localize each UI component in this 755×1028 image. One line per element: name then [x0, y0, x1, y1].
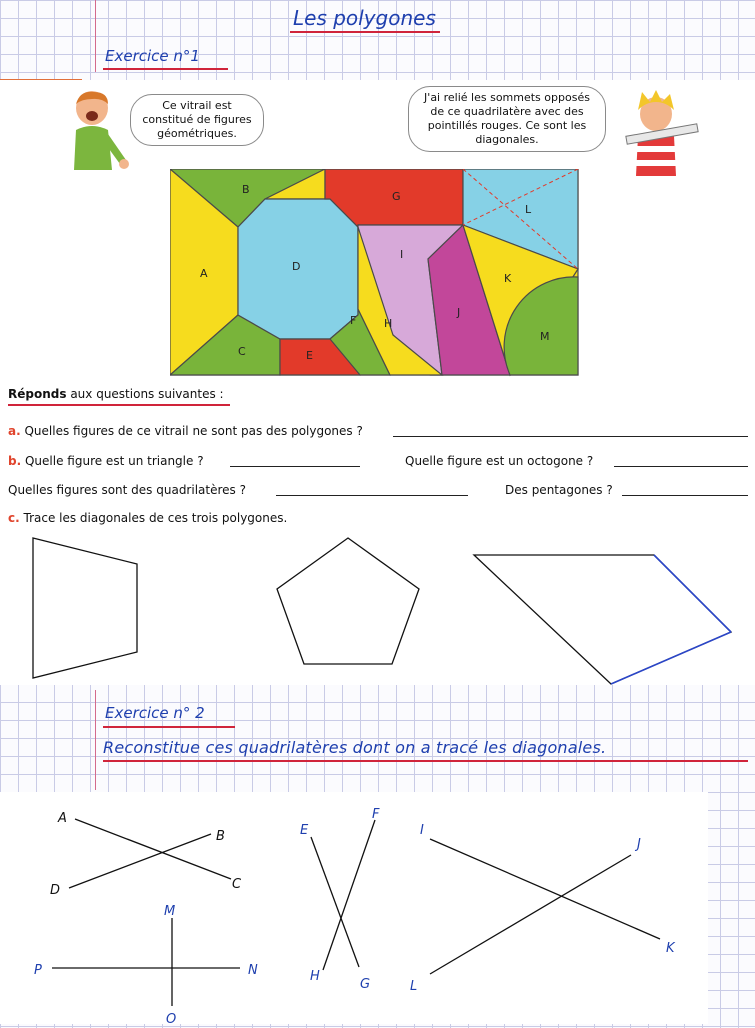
- quadrilateral-shape: [474, 555, 731, 684]
- answer-line-quadrilateres[interactable]: [276, 495, 468, 496]
- diagonal-db: [69, 834, 211, 888]
- point-j: J: [637, 837, 641, 852]
- trapezoid-shape: [33, 538, 137, 678]
- point-c: C: [232, 877, 242, 892]
- point-h: H: [310, 969, 320, 984]
- point-g: G: [360, 977, 371, 992]
- label-a: A: [200, 267, 208, 280]
- speech-bubble-left: Ce vitrail est constitué de figures géométriques.: [130, 94, 264, 146]
- margin-line: [95, 0, 96, 72]
- worksheet-exercise1: [0, 80, 755, 685]
- point-o: O: [166, 1012, 177, 1024]
- point-k: K: [666, 941, 675, 956]
- exercise2-instruction: Reconstitue ces quadrilatères dont on a tracé les diagonales.: [103, 738, 607, 757]
- point-d: D: [50, 883, 61, 898]
- label-m: M: [540, 330, 550, 343]
- question-c: c. Trace les diagonales de ces trois polygones.: [8, 511, 288, 525]
- exercise2-underline: [103, 726, 235, 728]
- point-l: L: [410, 979, 418, 994]
- point-f: F: [372, 807, 380, 822]
- title-underline: [290, 31, 440, 33]
- question-b-octogone: Quelle figure est un octogone ?: [405, 454, 594, 468]
- label-k: K: [504, 272, 512, 285]
- girl-character-right: [620, 90, 700, 190]
- label-c: C: [238, 345, 246, 358]
- exercise2-label: Exercice n° 2: [105, 704, 205, 722]
- questions-heading: Réponds aux questions suivantes :: [8, 387, 224, 401]
- point-b: B: [216, 829, 225, 844]
- speech-bubble-right: J'ai relié les sommets opposés de ce quadrilatère avec des pointillés rouges. Ce sont les diagonales.: [408, 86, 606, 152]
- question-b-quadrilateres: Quelles figures sont des quadrilatères ?: [8, 483, 246, 497]
- instruction-underline: [103, 760, 748, 762]
- point-a: A: [58, 811, 67, 826]
- label-i: I: [400, 248, 404, 261]
- point-p: P: [34, 963, 42, 978]
- label-e: E: [306, 349, 313, 362]
- point-i: I: [420, 823, 424, 838]
- label-g: G: [392, 190, 401, 203]
- point-e: E: [300, 823, 309, 838]
- question-b-pentagones: Des pentagones ?: [505, 483, 613, 497]
- exercise1-label: Exercice n°1: [105, 47, 200, 65]
- exercise1-underline: [103, 68, 228, 70]
- diagonal-fh: [323, 820, 375, 970]
- label-l: L: [525, 203, 532, 216]
- diagonal-ik: [430, 839, 660, 939]
- worksheet-exercise2: [0, 792, 708, 1024]
- diagonal-ac: [75, 819, 231, 879]
- diagonal-lj: [430, 855, 631, 974]
- label-b: B: [242, 183, 250, 196]
- page-title: Les polygones: [293, 6, 436, 30]
- stained-glass-window: [170, 169, 580, 377]
- pentagon-shape: [277, 538, 419, 664]
- question-b-triangle: b. Quelle figure est un triangle ?: [8, 454, 204, 468]
- polygons-to-draw: [0, 528, 755, 688]
- answer-line-triangle[interactable]: [230, 466, 360, 467]
- answer-line-a[interactable]: [393, 436, 748, 437]
- label-d: D: [292, 260, 301, 273]
- question-a: a. Quelles figures de ce vitrail ne sont pas des polygones ?: [8, 424, 363, 438]
- margin-line-2: [95, 690, 96, 790]
- point-m: M: [164, 904, 176, 919]
- point-n: N: [248, 963, 258, 978]
- boy-character-left: [68, 90, 132, 190]
- answer-line-octogone[interactable]: [614, 466, 748, 467]
- heading-underline: [8, 404, 230, 406]
- diagonal-eg: [311, 837, 359, 967]
- answer-line-pentagones[interactable]: [622, 495, 748, 496]
- label-f: F: [350, 314, 357, 327]
- diagonals-figures: [0, 792, 708, 1024]
- label-h: H: [384, 317, 393, 330]
- label-j: J: [457, 306, 461, 319]
